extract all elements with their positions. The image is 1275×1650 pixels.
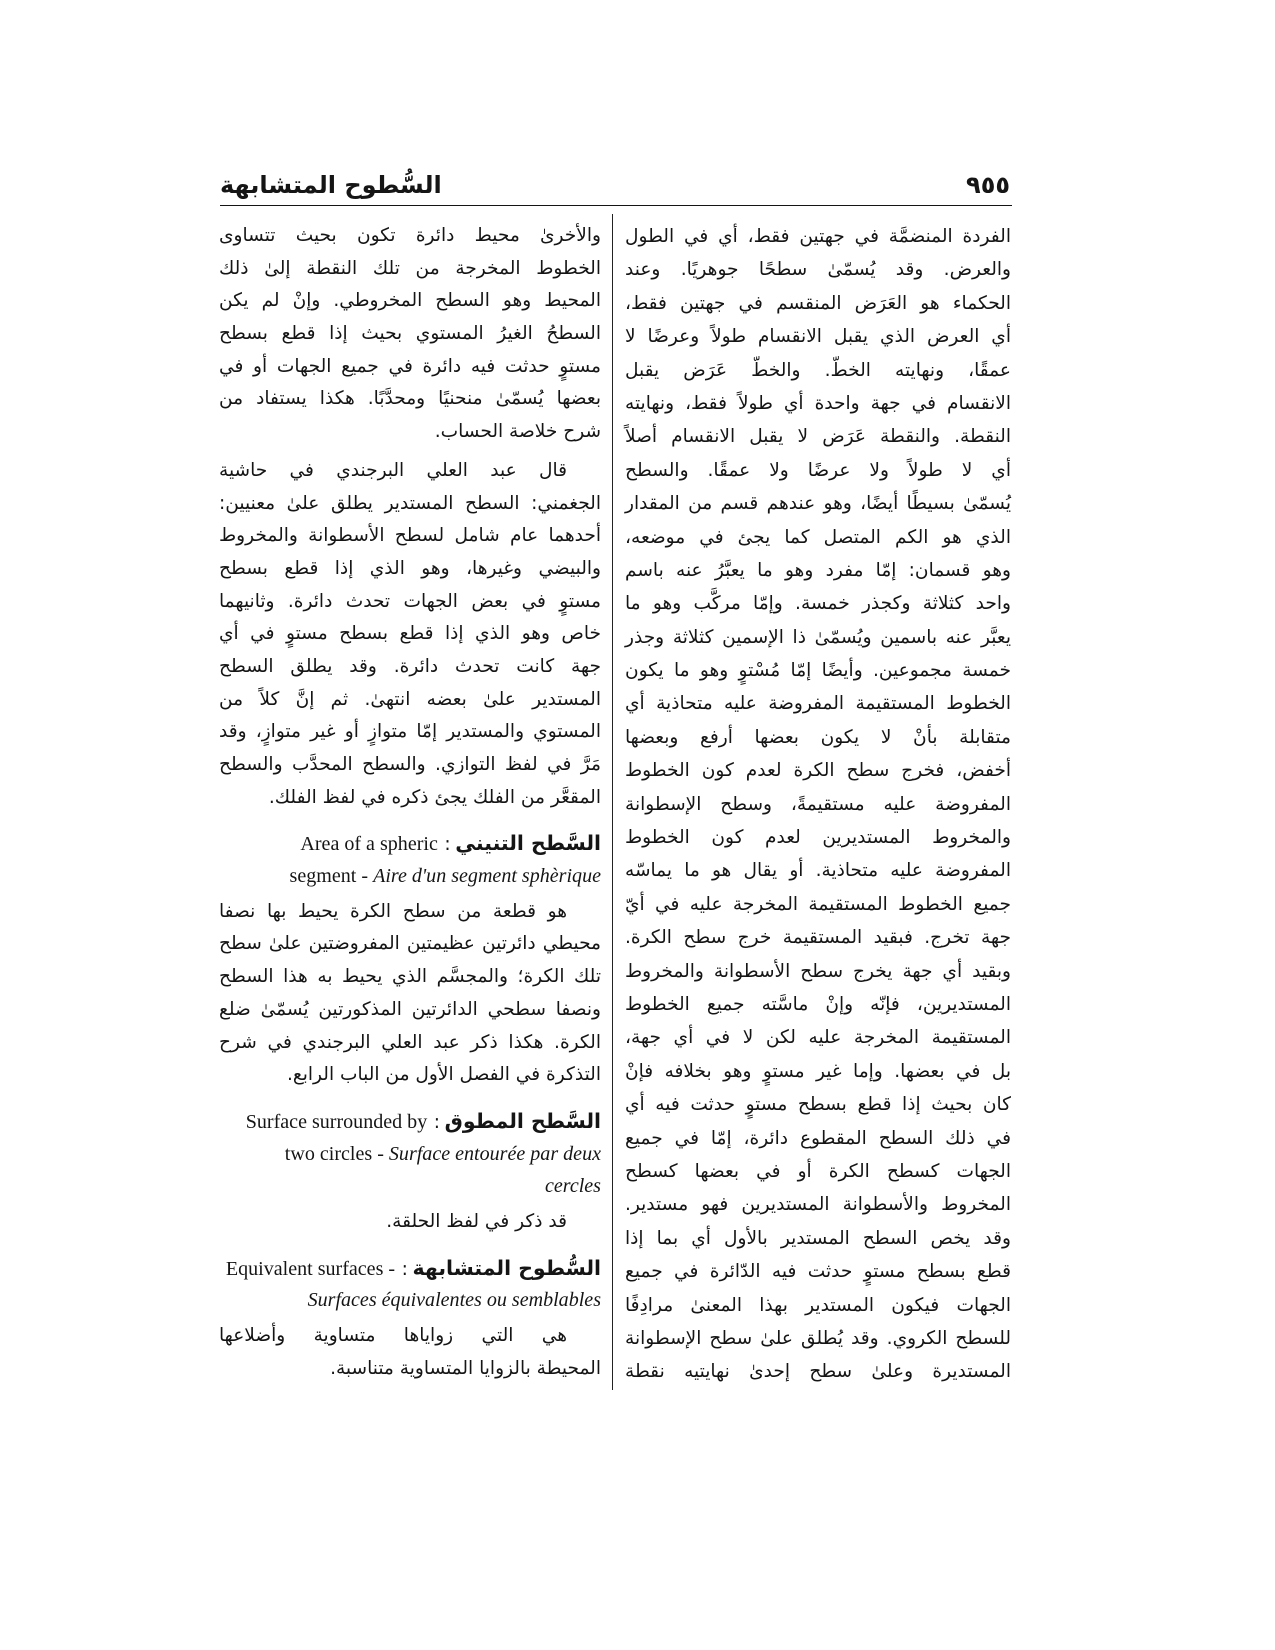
line-text: المستديرة وعلىٰ سطح إحدىٰ نهايتيه نقطة (625, 1361, 1011, 1383)
english-term: two circles (284, 1142, 373, 1165)
entry-heading-line (219, 1170, 601, 1203)
paragraph (219, 220, 601, 449)
entry-headword: السَّطح المطوق (444, 1108, 601, 1133)
line-text: الجهات كسطح الكرة أو في بعضها كسطح (625, 1160, 1011, 1182)
entry-headword: السَّطح التنيني (455, 831, 601, 856)
paragraph (219, 896, 601, 1092)
line-text: عمقًا، ونهايته الخطّ. والخطّ عَرَض يقبل (625, 359, 1011, 381)
term-separator-dash: - (388, 1257, 396, 1280)
text-line (219, 618, 601, 651)
text-line (219, 1353, 601, 1386)
line-text: الخطوط المستقيمة المفروضة عليه متحاذية أي (625, 693, 1011, 715)
text-line (219, 928, 601, 961)
line-text: المستقيمة المخرجة عليه لكن لا في أي جهة، (625, 1027, 1011, 1049)
english-term: Surface surrounded by (245, 1110, 428, 1133)
line-text: المستوي والمستدير إمّا متوازٍ أو غير متوازٍ، وقد (219, 721, 601, 743)
heading-line-content (285, 1144, 601, 1165)
line-text: قد ذكر في لفظ الحلقة. (386, 1210, 567, 1232)
page-number: ٩٥٥ (966, 171, 1010, 199)
text-line (219, 1206, 601, 1239)
line-text: أي لا طولاً ولا عرضًا ولا عمقًا. والسطح (625, 459, 1011, 481)
term-separator-dash: - (361, 865, 369, 888)
text-line (625, 888, 1011, 921)
latin-term-group (246, 1111, 427, 1133)
line-text: السطحُ الغيرُ المستوي بحيث إذا قطع بسطح (219, 323, 601, 345)
text-line (625, 554, 1011, 587)
line-text: جهة كانت تحدث دائرة. وقد يطلق السطح (219, 655, 601, 677)
text-line (219, 749, 601, 782)
line-text: خاص وهو الذي إذا قطع بسطح مستوٍ في أي (219, 623, 601, 645)
line-text: الفردة المنضمَّة في جهتين فقط، أي في الطول (625, 226, 1011, 247)
line-text: الجهات فيكون المستدير بهذا المعنىٰ مرادِفًا (625, 1294, 1011, 1316)
text-line (625, 821, 1011, 854)
text-line (625, 521, 1011, 554)
line-text: أي العرض الذي يقبل الانقسام طولاً وعرضًا لا (625, 326, 1011, 348)
term-separator-dash: - (377, 1142, 384, 1165)
text-line (625, 1088, 1011, 1121)
text-line (625, 387, 1011, 420)
french-term: Surface entourée par deux (388, 1142, 601, 1165)
text-line (625, 854, 1011, 887)
left-column (219, 220, 601, 1385)
text-line (219, 1027, 601, 1060)
entry-headword: السُّطوح المتشابهة (412, 1255, 601, 1280)
line-text: المستديرين، فإنّه وإنْ ماسَّته جميع الخطوط (625, 993, 1011, 1015)
latin-term-group (290, 865, 601, 887)
line-text: جميع الخطوط المستقيمة المخرجة عليه في أيّ (625, 893, 1011, 915)
paragraph (219, 455, 601, 815)
line-text: يُسمّىٰ بسيطًا أيضًا، وهو عندهم قسم من المقدار (625, 493, 1011, 515)
text-line (625, 1155, 1011, 1188)
text-line (625, 1021, 1011, 1054)
latin-term-group (300, 833, 437, 855)
column-divider (612, 214, 613, 1390)
line-text: والأخرىٰ محيط دائرة تكون بحيث تتساوى (219, 225, 601, 246)
text-line (625, 1289, 1011, 1322)
text-line (625, 1355, 1011, 1388)
line-text: كان بحيث إذا قطع بسطح مستوٍ حدثت فيه أي (625, 1094, 1011, 1116)
line-text: الجغمني: السطح المستدير يطلق علىٰ معنيين: (219, 492, 601, 514)
line-text: وهو قسمان: إمّا مفرد وهو ما يعبَّرُ عنه باسم (625, 559, 1011, 581)
text-line (219, 488, 601, 521)
line-text: أحدهما عام شامل لسطح الأسطوانة والمخروط (219, 525, 601, 547)
heading-line-content (545, 1176, 601, 1197)
text-line (625, 1055, 1011, 1088)
text-line (219, 961, 601, 994)
line-text: قطع بسطح مستوٍ حدثت فيه الدّائرة في جميع (625, 1261, 1011, 1283)
text-line (219, 1320, 601, 1353)
line-text: الانقسام في جهة واحدة أي طولاً فقط، ونهايته (625, 392, 1011, 414)
line-text: محيطي دائرتين عظيمتين المفروضتين علىٰ سطح (219, 933, 601, 955)
text-line (219, 1059, 601, 1092)
line-text: مستوٍ في بعض الجهات تحدث دائرة. وثانيهما (219, 590, 601, 612)
line-text: التذكرة في الفصل الأول من الباب الرابع. (286, 1064, 601, 1086)
text-line (219, 220, 601, 253)
text-line (219, 285, 601, 318)
text-line (625, 420, 1011, 453)
text-line (219, 553, 601, 586)
headword-colon: : (433, 1111, 440, 1133)
text-line (219, 253, 601, 286)
text-line (625, 654, 1011, 687)
text-line (219, 994, 601, 1027)
text-line (625, 1188, 1011, 1221)
text-line (625, 454, 1011, 487)
english-term: Equivalent surfaces (225, 1257, 384, 1280)
line-text: الذي هو الكم المتصل كما يجئ في موضعه، (625, 526, 1011, 548)
text-line (625, 988, 1011, 1021)
entry-heading (219, 1105, 601, 1203)
text-line (625, 754, 1011, 787)
line-text: شرح خلاصة الحساب. (434, 421, 601, 443)
text-line (625, 354, 1011, 387)
dictionary-entry (219, 827, 601, 1092)
line-text: والبيضي وغيرها، وهو الذي إذا قطع بسطح (219, 557, 601, 579)
text-line (625, 487, 1011, 520)
text-line (625, 1322, 1011, 1355)
text-line (625, 320, 1011, 353)
line-text: ونصفا سطحي الدائرتين المذكورتين يُسمّىٰ ضلع (219, 998, 601, 1020)
text-line (219, 455, 601, 488)
entry-heading (219, 827, 601, 892)
line-text: المقعَّر من الفلك يجئ ذكره في لفظ الفلك. (268, 786, 601, 808)
line-text: وبقيد أي جهة يخرج سطح الأسطوانة والمخروط (625, 960, 1011, 982)
text-line (219, 716, 601, 749)
heading-line-content (290, 866, 601, 887)
line-text: النقطة. والنقطة عَرَض لا يقبل الانقسام أصلاً (625, 426, 1011, 448)
entry-heading-line (219, 827, 601, 860)
line-text: مَرَّ في لفظ التوازي. والسطح المحدَّب والسطح (219, 754, 601, 775)
line-text: المفروضة عليه مستقيمةً، وسطح الإسطوانة (625, 793, 1011, 815)
text-line (219, 416, 601, 449)
french-term: Aire d'un segment sphèrique (373, 865, 601, 888)
line-text: المستدير علىٰ بعضه انتهىٰ. ثم إنَّ كلاً من (219, 688, 601, 710)
line-text: هو قطعة من سطح الكرة يحيط بها نصفا (219, 900, 567, 922)
line-text: في ذلك السطح المقطوع دائرة، إمّا في جميع (625, 1127, 1011, 1149)
entry-heading (219, 1252, 601, 1317)
line-text: والعرض. وقد يُسمّىٰ سطحًا جوهريًا. وعند (625, 259, 1011, 281)
text-line (219, 520, 601, 553)
entry-heading-line (219, 1284, 601, 1317)
text-line (625, 721, 1011, 754)
text-line (219, 586, 601, 619)
headword-colon: : (401, 1258, 408, 1280)
line-text: والمخروط المستديرين لعدم كون الخطوط (625, 827, 1011, 849)
heading-line-content (225, 1255, 601, 1280)
text-line (625, 1255, 1011, 1288)
text-line (625, 220, 1011, 253)
heading-line-content (308, 1290, 601, 1311)
text-line (219, 684, 601, 717)
entry-heading-line (219, 860, 601, 893)
latin-term-group (545, 1175, 601, 1197)
paragraph (625, 220, 1011, 1389)
line-text: هي التي زواياها متساوية وأضلاعها (219, 1325, 567, 1346)
text-line (625, 253, 1011, 286)
text-line (625, 287, 1011, 320)
english-term: segment (289, 865, 357, 888)
text-line (625, 1122, 1011, 1155)
header-rule (220, 205, 1012, 206)
headword-colon: : (444, 834, 451, 856)
line-text: قال عبد العلي البرجندي في حاشية (219, 459, 567, 481)
line-text: تلك الكرة؛ والمجسَّم الذي يحيط به هذا السطح (219, 966, 601, 988)
text-line (219, 782, 601, 815)
dictionary-entry (219, 1252, 601, 1386)
line-text: الخطوط المخرجة من تلك النقطة إلىٰ ذلك (219, 257, 601, 279)
text-line (625, 1222, 1011, 1255)
line-text: أخفض، فخرج سطح الكرة لعدم كون الخطوط (625, 760, 1011, 782)
line-text: وقد يخص السطح المستدير بالأول أي بما إذا (625, 1227, 1011, 1249)
entry-heading-line (219, 1252, 601, 1285)
line-text: الكرة. هكذا ذكر عبد العلي البرجندي في شرح (219, 1031, 601, 1053)
line-text: متقابلة بأنْ لا يكون بعضها أرفع وبعضها (625, 726, 1011, 748)
text-line (625, 587, 1011, 620)
dictionary-entry (219, 1105, 601, 1239)
entry-heading-line (219, 1138, 601, 1171)
line-text: المحيط وهو السطح المخروطي. وإنْ لم يكن (219, 290, 601, 312)
heading-line-content (245, 1108, 601, 1133)
english-term: Area of a spheric (300, 833, 438, 856)
text-line (625, 687, 1011, 720)
paragraph (219, 1206, 601, 1239)
line-text: واحد كثلاثة وكجذر خمسة. وإمّا مركَّب وهو ما (625, 593, 1011, 615)
running-head: السُّطوح المتشابهة (220, 171, 442, 199)
text-line (625, 621, 1011, 654)
text-line (625, 788, 1011, 821)
text-line (219, 896, 601, 929)
text-line (219, 351, 601, 384)
line-text: الحكماء هو العَرَض المنقسم في جهتين فقط، (625, 292, 1011, 314)
latin-term-group (226, 1258, 395, 1280)
line-text: خمسة مجموعين. وأيضًا إمّا مُسْتوٍ وهو ما يكون (625, 660, 1011, 682)
entry-heading-line (219, 1105, 601, 1138)
text-line (219, 651, 601, 684)
text-line (625, 955, 1011, 988)
line-text: المخروط والأسطوانة المستديرين فهو مستدير. (625, 1194, 1011, 1216)
heading-line-content (300, 831, 601, 856)
line-text: بل في بعضها. وإما غير مستوٍ وهو بخلافه فإنْ (625, 1060, 1011, 1082)
text-line (625, 921, 1011, 954)
french-term: Surfaces équivalentes ou semblables (307, 1289, 601, 1312)
text-line (219, 318, 601, 351)
latin-term-group (308, 1289, 601, 1311)
line-text: يعبَّر عنه باسمين ويُسمّىٰ ذا الإسمين كثلاثة وجذر (625, 626, 1011, 648)
line-text: جهة تخرج. فبقيد المستقيمة خرج سطح الكرة. (625, 927, 1011, 949)
line-text: بعضها يُسمّىٰ منحنيًا ومحدَّبًا. هكذا يستفاد من (219, 388, 601, 410)
paragraph (219, 1320, 601, 1385)
line-text: مستوٍ حدثت فيه دائرة في جميع الجهات أو في (219, 355, 601, 377)
line-text: للسطح الكروي. وقد يُطلق علىٰ سطح الإسطوانة (625, 1327, 1011, 1349)
line-text: المفروضة عليه متحاذية. أو يقال هو ما يماسّه (625, 860, 1011, 882)
line-text: المحيطة بالزوايا المتساوية متناسبة. (330, 1357, 601, 1379)
french-term: cercles (544, 1175, 601, 1198)
text-line (219, 383, 601, 416)
latin-term-group (285, 1143, 601, 1165)
right-column (625, 220, 1011, 1389)
